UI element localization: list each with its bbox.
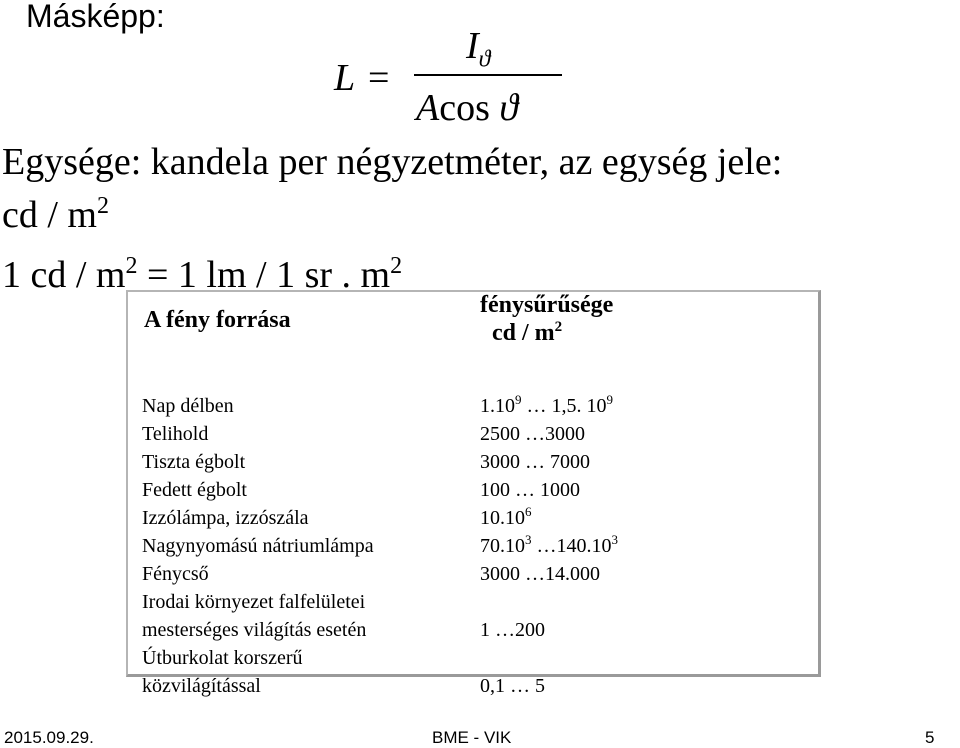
table-row-value xyxy=(480,504,532,530)
denominator-a: A xyxy=(416,87,440,129)
formula-lhs: L xyxy=(334,57,356,99)
value-part: 1.10 xyxy=(480,395,515,417)
table-row-value: 3000 …14.000 xyxy=(480,563,600,585)
table-row-source: Tiszta égbolt xyxy=(142,451,246,473)
table-row-source: Telihold xyxy=(142,423,209,445)
unit-exponent: 2 xyxy=(96,193,109,219)
table-row-value: 0,1 … 5 xyxy=(480,675,545,697)
unit-base: cd / m xyxy=(2,194,97,236)
denominator-cos: cos xyxy=(439,87,490,129)
eq-part2: = 1 lm / 1 sr . m xyxy=(137,254,391,296)
slide-heading: Másképp: xyxy=(26,0,165,34)
luminance-formula xyxy=(320,22,580,132)
eq-exp1: 2 xyxy=(125,253,138,279)
formula-denominator xyxy=(416,86,518,130)
table-row-value: 100 … 1000 xyxy=(480,479,580,501)
table-row-value: 1 …200 xyxy=(480,619,545,641)
table-row-source: Nap délben xyxy=(142,395,234,417)
eq-exp2: 2 xyxy=(390,253,403,279)
value-part2: … 1,5. 10 xyxy=(521,395,607,417)
fraction-bar xyxy=(414,74,562,76)
eq-part1: 1 cd / m xyxy=(2,254,126,296)
header-unit-base: cd / m xyxy=(492,320,555,346)
table-row-value: 3000 … 7000 xyxy=(480,451,590,473)
value-exp: 9 xyxy=(515,392,522,407)
table-row-source: Nagynyomású nátriumlámpa xyxy=(142,535,374,557)
value-part2: …140.10 xyxy=(531,535,612,557)
header-unit xyxy=(492,320,562,347)
footer-page-number: 5 xyxy=(925,728,935,747)
table-row-source: Fénycső xyxy=(142,563,209,585)
table-row-source: mesterséges világítás esetén xyxy=(142,619,367,641)
header-luminance: fénysűrűsége xyxy=(480,292,614,318)
table-row-value xyxy=(480,532,618,558)
header-unit-exp: 2 xyxy=(554,319,563,335)
numerator-sub: ϑ xyxy=(478,46,491,73)
value-part: 10.10 xyxy=(480,507,525,529)
value-exp2: 3 xyxy=(611,532,618,547)
formula-numerator xyxy=(466,24,490,74)
table-row-source: Izzólámpa, izzószála xyxy=(142,507,309,529)
unit-description: Egysége: kandela per négyzetméter, az egység jele: xyxy=(2,141,783,183)
table-row-source: Fedett égbolt xyxy=(142,479,247,501)
table-row-source: közvilágítással xyxy=(142,675,261,697)
table-row-source: Irodai környezet falfelületei xyxy=(142,591,366,613)
denominator-theta: ϑ xyxy=(499,87,519,129)
header-source: A fény forrása xyxy=(144,307,291,333)
footer-date: 2015.09.29. xyxy=(4,728,94,747)
table-row-value: 2500 …3000 xyxy=(480,423,585,445)
table-row-value xyxy=(480,392,613,418)
value-exp: 6 xyxy=(525,504,532,519)
footer-center: BME - VIK xyxy=(432,728,512,747)
numerator-var: I xyxy=(466,25,479,67)
formula-equals: = xyxy=(368,57,390,99)
unit-symbol xyxy=(2,193,109,237)
value-part: 70.10 xyxy=(480,535,525,557)
value-exp: 3 xyxy=(525,532,532,547)
table-row-source: Útburkolat korszerű xyxy=(142,647,303,669)
value-exp2: 9 xyxy=(606,392,613,407)
